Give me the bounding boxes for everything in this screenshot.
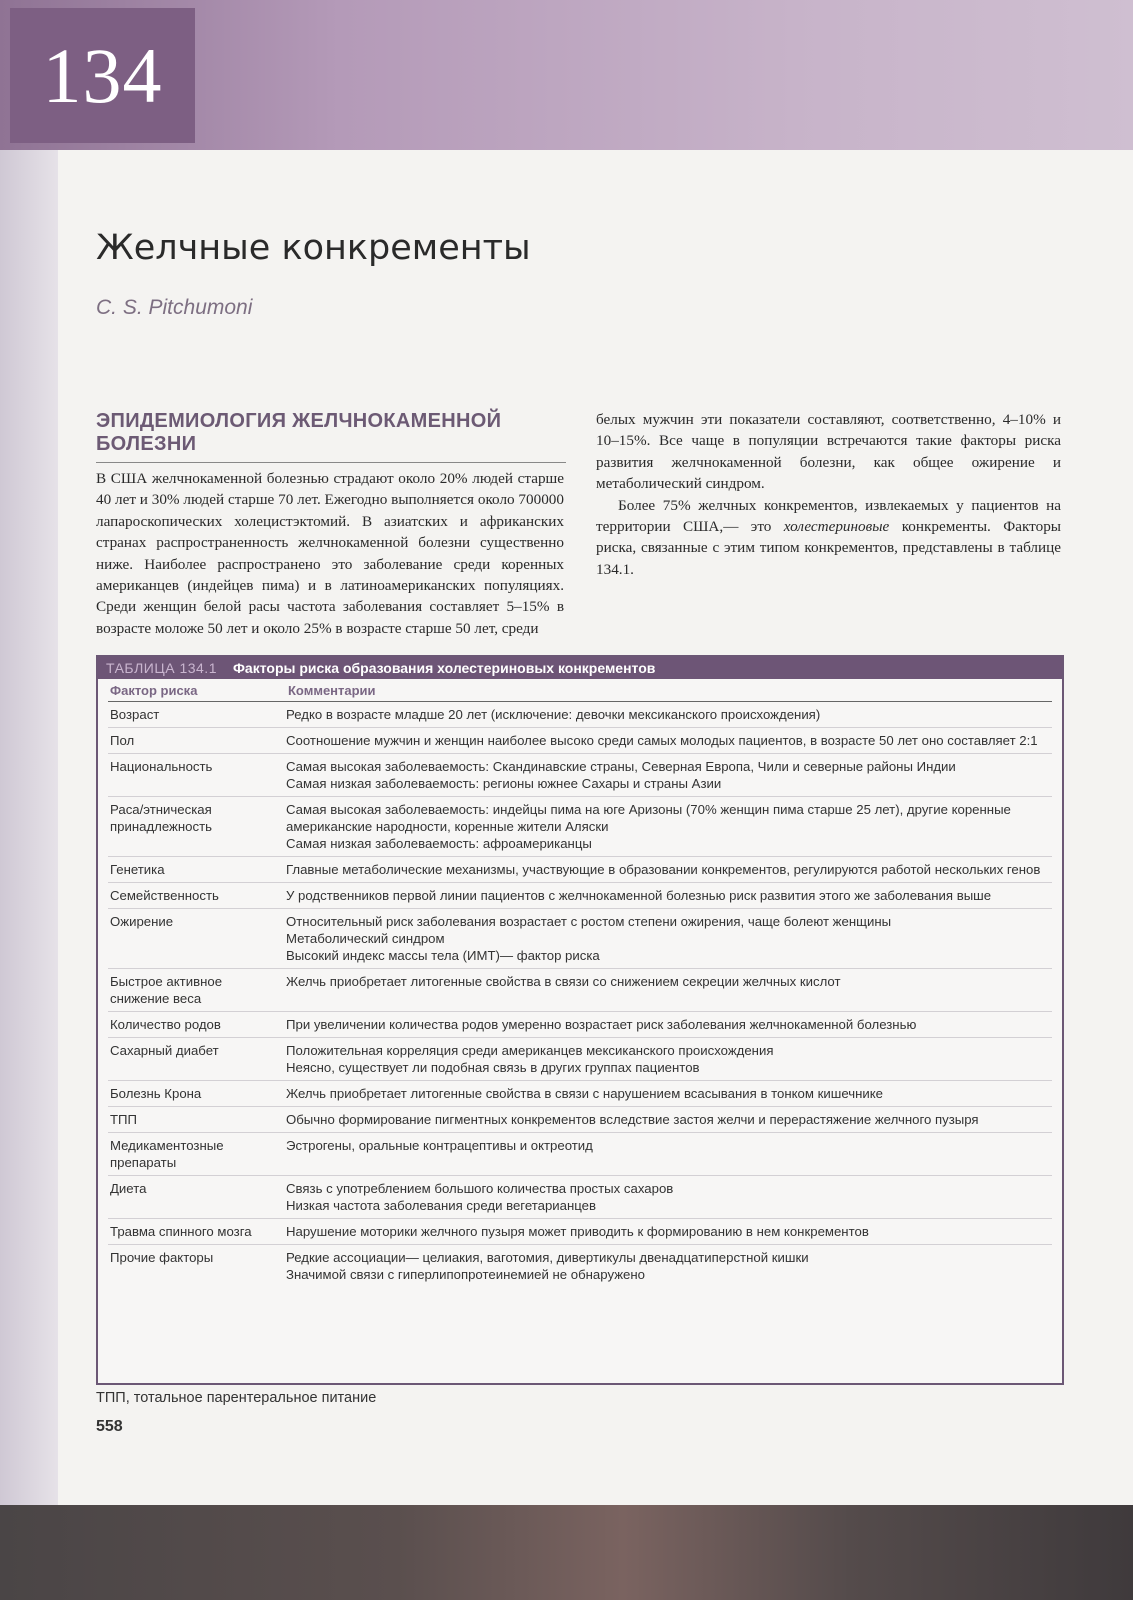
table-cell-factor: Травма спинного мозга [110,1224,252,1239]
section-heading [96,410,566,463]
comment-line: Связь с употреблением большого количества простых сахаров [286,1181,674,1196]
body-column-right [596,409,1061,580]
paragraph-text: конкременты. Факторы риска, связанные с этим типом конкрементов, представлены в таблице 134.1. [596,518,1062,578]
table-body [108,702,1052,1287]
table-cell-comment [286,1180,1052,1214]
table-cell-comment [286,801,1052,852]
table-cell-factor: Ожирение [110,914,174,929]
table-row [108,857,1052,883]
comment-line: Положительная корреляция среди американцев мексиканского происхождения [286,1043,774,1058]
table-cell-factor: Возраст [110,707,160,722]
page-left-margin-strip [0,150,58,1505]
column-header-comment: Комментарии [288,683,376,698]
table-row [108,702,1052,728]
table-row [108,1219,1052,1245]
table-row [108,1133,1052,1176]
table-cell-factor: Пол [110,733,135,748]
table-row [108,1107,1052,1133]
table-row [108,1245,1052,1287]
table-cell-comment [286,1249,1052,1283]
comment-line: Относительный риск заболевания возрастает с ростом степени ожирения, чаще болеют женщины [286,914,892,929]
table-cell-factor: Болезнь Крона [110,1086,202,1101]
body-column-left [96,468,564,639]
chapter-title: Желчные конкременты [96,228,531,268]
comment-line: Самая высокая заболеваемость: индейцы пима на юге Аризоны (70% женщин пима старше 25 лет), другие коренные американские народности, коренные жители Аляски [286,802,1011,834]
comment-line: Метаболический синдром [286,931,445,946]
comment-line: Неясно, существует ли подобная связь в других группах пациентов [286,1060,700,1075]
table-row [108,969,1052,1012]
comment-line: Значимой связи с гиперлипопротеинемией не обнаружено [286,1267,645,1282]
comment-line: Низкая частота заболевания среди вегетарианцев [286,1198,597,1213]
table-cell-factor: Генетика [110,862,165,877]
table-row [108,1038,1052,1081]
table-cell-comment [286,758,1052,792]
table-cell-factor: Национальность [110,759,213,774]
table-cell-comment [286,973,1052,1007]
table-label: ТАБЛИЦА 134.1 [106,660,217,676]
comment-line: Желчь приобретает литогенные свойства в связи со снижением секреции желчных кислот [286,974,841,989]
table-title: Факторы риска образования холестериновых конкрементов [232,660,656,676]
section-heading-line: БОЛЕЗНИ [96,433,197,455]
comment-line: Обычно формирование пигментных конкрементов вследствие застоя желчи и перерастяжение желчного пузыря [286,1112,979,1127]
table-row [108,754,1052,797]
comment-line: У родственников первой линии пациентов с желчнокаменной болезнью риск развития этого же заболевания выше [286,888,992,903]
table-cell-comment [286,1085,1052,1102]
table-cell-comment [286,1111,1052,1128]
section-heading-line: ЭПИДЕМИОЛОГИЯ ЖЕЛЧНОКАМЕННОЙ [96,410,502,432]
paragraph: В США желчнокаменной болезнью страдают около 20% людей старше 40 лет и 30% людей старше 70 лет. Ежегодно выполняется около 700000 лапароскопических холецистэктомий. В азиатских и африканских странах распространенность желчнокаменной болезни существенно ниже. Наиболее распространено это заболевание среди коренных американцев (индейцев пима) и в латиноамериканских популяциях. Среди женщин белой расы частота заболевания составляет 5–15% в возрасте моложе 50 лет и около 25% в возрасте старше 50 лет, среди [96,470,564,637]
table-caption [98,657,1062,679]
comment-line: Соотношение мужчин и женщин наиболее высоко среди самых молодых пациентов, в возрасте 50 лет оно составляет 2:1 [286,733,1038,748]
table-cell-comment [286,732,1052,749]
table-row [108,1012,1052,1038]
risk-factors-table [96,655,1064,1385]
table-column-headers [108,679,1052,702]
table-cell-factor: Диета [110,1181,147,1196]
table-cell-factor: Количество родов [110,1017,221,1032]
comment-line: Самая высокая заболеваемость: Скандинавские страны, Северная Европа, Чили и северные районы Индии [286,759,956,774]
table-cell-comment [286,706,1052,723]
table-row [108,1176,1052,1219]
comment-line: Эстрогены, оральные контрацептивы и октреотид [286,1138,593,1153]
table-cell-comment [286,1016,1052,1033]
paragraph-italic: холестериновые [783,518,890,536]
comment-line: Редкие ассоциации— целиакия, ваготомия, дивертикулы двенадцатиперстной кишки [286,1250,809,1265]
chapter-number: 134 [42,31,163,119]
table-cell-factor: Раса/этническая принадлежность [110,802,212,834]
chapter-header-band [0,0,1133,150]
table-cell-comment [286,861,1052,878]
comment-line: Высокий индекс массы тела (ИМТ)— фактор риска [286,948,600,963]
table-cell-factor: Медикаментозные препараты [110,1138,224,1170]
table-row [108,883,1052,909]
page-number: 558 [96,1418,123,1435]
paragraph-text: Более 75% желчных конкрементов, извлекаемых у пациентов на территории США,— это [596,496,1061,536]
chapter-number-box [10,8,195,143]
table-cell-factor: Сахарный диабет [110,1043,219,1058]
table-cell-comment [286,1137,1052,1171]
table-cell-comment [286,913,1052,964]
table-row [108,909,1052,969]
table-row [108,728,1052,754]
table-cell-comment [286,887,1052,904]
paragraph: белых мужчин эти показатели составляют, соответственно, 4–10% и 10–15%. Все чаще в популяции встречаются такие факторы риска развития желчнокаменной болезни, как общее ожирение и метаболический синдром. [596,411,1061,493]
table-cell-comment [286,1223,1052,1240]
comment-line: При увеличении количества родов умеренно возрастает риск заболевания желчнокаменной болезнью [286,1017,917,1032]
table-cell-factor: Быстрое активное снижение веса [110,974,223,1006]
table-row [108,797,1052,857]
table-cell-factor: Семейственность [110,888,219,903]
comment-line: Самая низкая заболеваемость: афроамериканцы [286,836,592,851]
scan-background [0,1505,1133,1600]
comment-line: Самая низкая заболеваемость: регионы южнее Сахары и страны Азии [286,776,722,791]
table-cell-factor: ТПП [110,1112,138,1127]
chapter-author: C. S. Pitchumoni [96,296,253,319]
comment-line: Редко в возрасте младше 20 лет (исключение: девочки мексиканского происхождения) [286,707,821,722]
comment-line: Желчь приобретает литогенные свойства в связи с нарушением всасывания в тонком кишечнике [286,1086,884,1101]
table-cell-comment [286,1042,1052,1076]
table-row [108,1081,1052,1107]
paragraph [596,495,1061,581]
column-header-factor: Фактор риска [110,683,198,698]
comment-line: Главные метаболические механизмы, участвующие в образовании конкрементов, регулируются работой нескольких генов [286,862,1041,877]
comment-line: Нарушение моторики желчного пузыря может приводить к формированию в нем конкрементов [286,1224,869,1239]
table-footnote: ТПП, тотальное парентеральное питание [96,1390,377,1406]
table-cell-factor: Прочие факторы [110,1250,214,1265]
